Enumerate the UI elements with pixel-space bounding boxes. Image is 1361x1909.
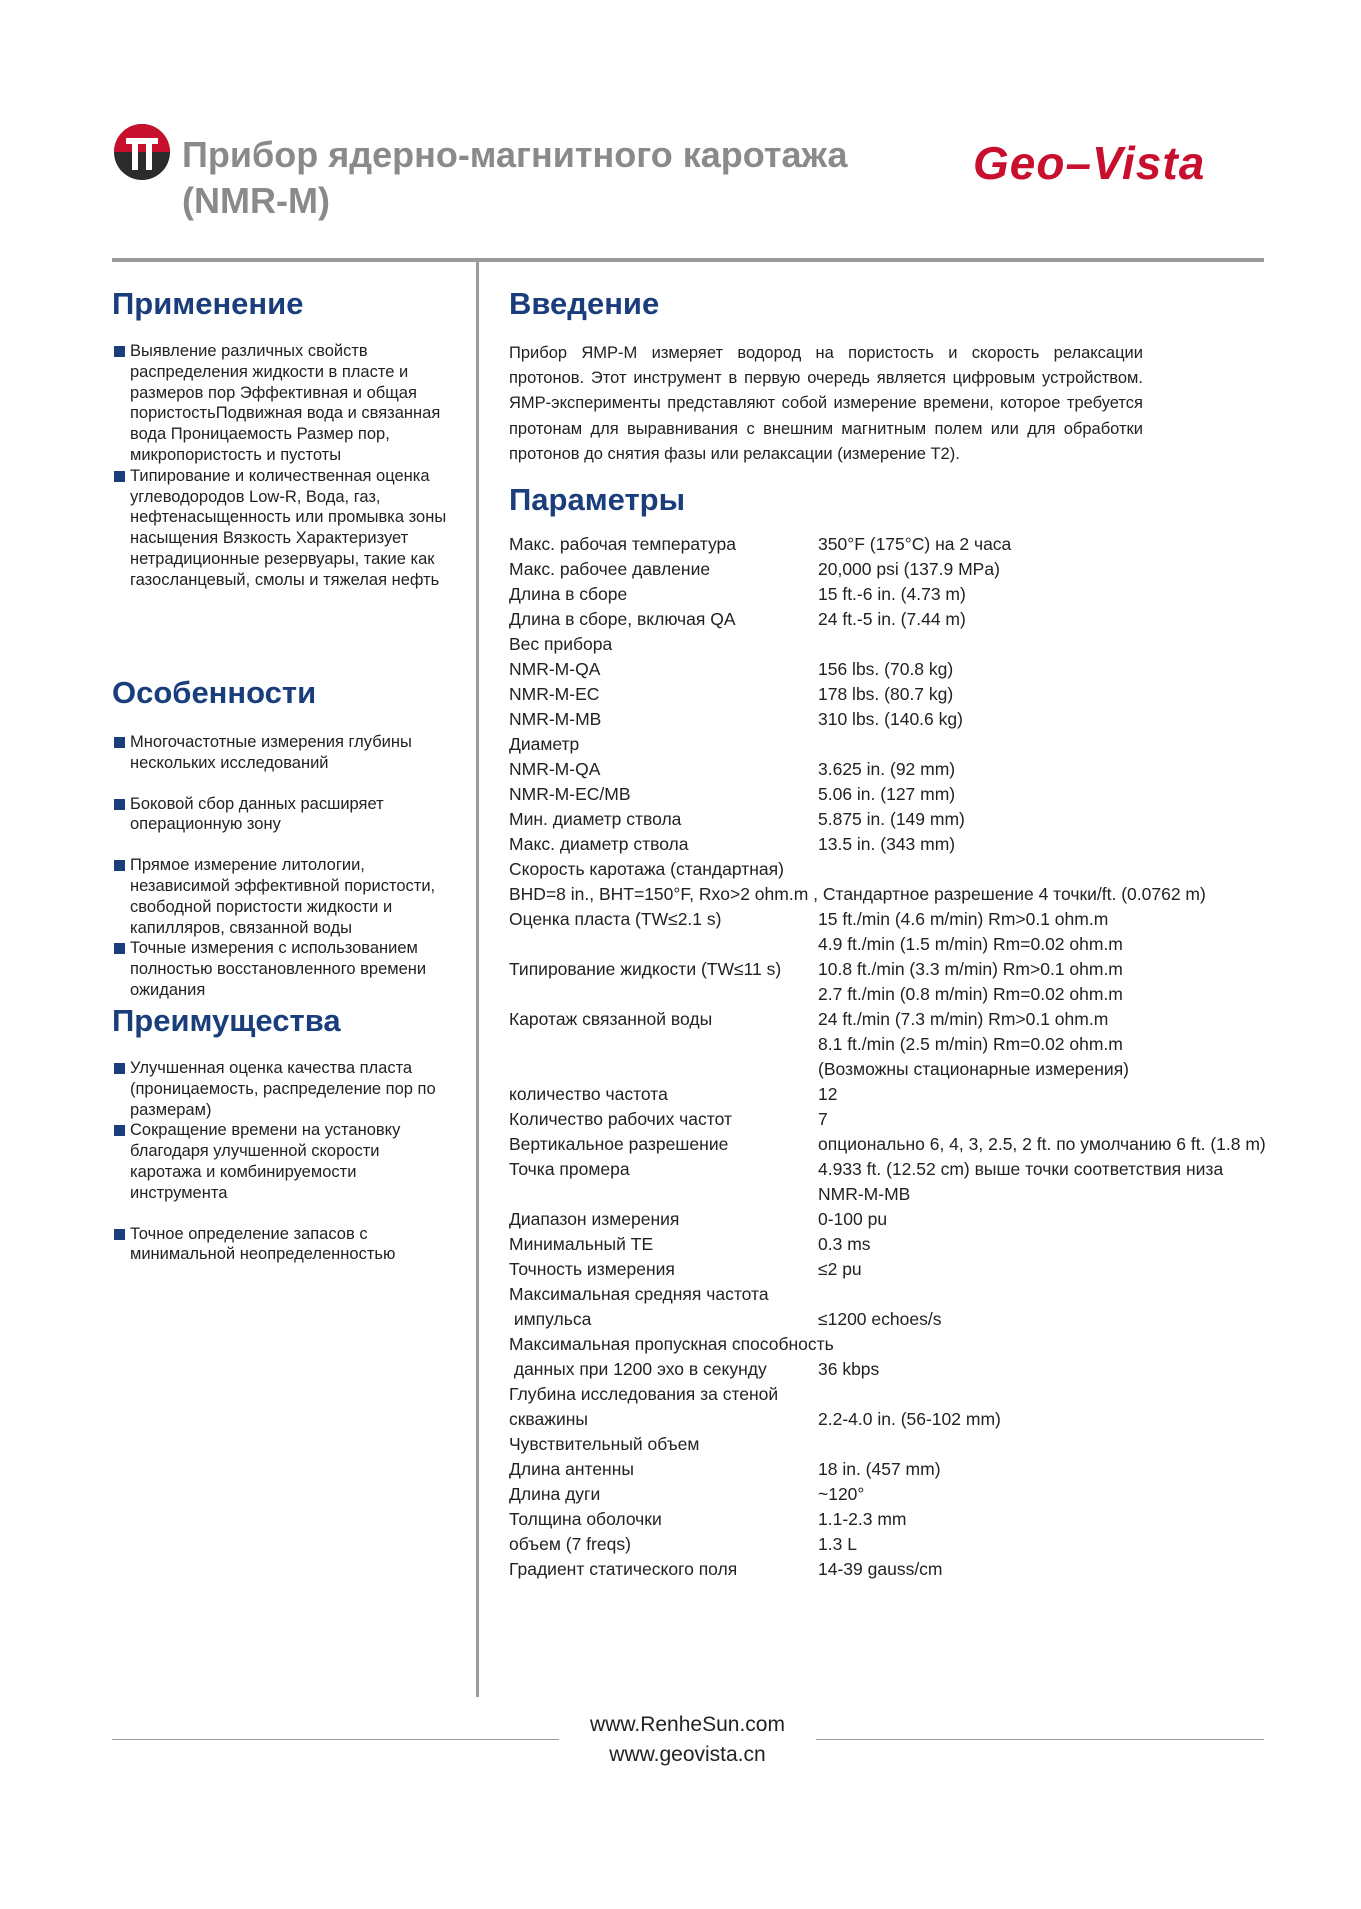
param-label: Длина антенны bbox=[509, 1459, 634, 1479]
param-label bbox=[509, 1182, 818, 1207]
param-label bbox=[509, 1032, 818, 1057]
title-line-1: Прибор ядерно-магнитного каротажа bbox=[182, 134, 848, 175]
param-label: NMR-M-QA bbox=[509, 759, 601, 779]
param-label: Глубина исследования за стеной bbox=[509, 1384, 779, 1404]
param-value bbox=[818, 857, 1266, 882]
param-value: 12 bbox=[818, 1084, 838, 1104]
param-value: 350°F (175°C) на 2 часа bbox=[818, 534, 1012, 554]
list-item: Улучшенная оценка качества пласта (проницаемость, распределение пор по размерам) bbox=[112, 1058, 452, 1120]
param-label: NMR-M-EC/MB bbox=[509, 784, 631, 804]
param-label: NMR-M-EC bbox=[509, 684, 600, 704]
param-value: 5.06 in. (127 mm) bbox=[818, 784, 956, 804]
intro-paragraph: Прибор ЯМР-М измеряет водород на пористость и скорость релаксации протонов. Этот инструмент в первую очередь является цифровым устройством. ЯМР-эксперименты представляют собой измерение времени, которое требуется протонам для выравнивания с внешним магнитным полем или для обработки протонов до снятия фазы или релаксации (измерение T2). bbox=[509, 344, 1143, 463]
param-row bbox=[509, 1157, 1266, 1182]
param-row bbox=[509, 1307, 1266, 1332]
param-row bbox=[509, 1057, 1266, 1082]
param-row bbox=[509, 1357, 1266, 1382]
param-value: 3.625 in. (92 mm) bbox=[818, 759, 956, 779]
param-label: Диапазон измерения bbox=[509, 1209, 680, 1229]
param-value: 7 bbox=[818, 1109, 828, 1129]
param-value: 18 in. (457 mm) bbox=[818, 1459, 941, 1479]
param-row bbox=[509, 1257, 1266, 1282]
param-row bbox=[509, 557, 1266, 582]
param-row bbox=[509, 1432, 1266, 1457]
param-row bbox=[509, 1482, 1266, 1507]
intro-heading: Введение bbox=[509, 286, 660, 321]
param-label: Диаметр bbox=[509, 734, 580, 754]
title-line-2: (NMR-M) bbox=[182, 180, 330, 221]
param-value: 4.9 ft./min (1.5 m/min) Rm=0.02 ohm.m bbox=[818, 934, 1123, 954]
param-value bbox=[818, 732, 1266, 757]
params-heading: Параметры bbox=[509, 482, 686, 517]
param-label bbox=[509, 932, 818, 957]
footer-divider-left bbox=[112, 1739, 559, 1740]
param-row bbox=[509, 782, 1266, 807]
param-value: 178 lbs. (80.7 kg) bbox=[818, 684, 954, 704]
param-value: 15 ft./min (4.6 m/min) Rm>0.1 ohm.m bbox=[818, 909, 1109, 929]
param-row bbox=[509, 1282, 1266, 1307]
param-value: 0.3 ms bbox=[818, 1234, 871, 1254]
param-label: данных при 1200 эхо в секунду bbox=[509, 1359, 767, 1379]
features-list bbox=[112, 732, 452, 1001]
application-list bbox=[112, 341, 452, 591]
param-row bbox=[509, 582, 1266, 607]
param-value: 5.875 in. (149 mm) bbox=[818, 809, 965, 829]
param-value: опционально 6, 4, 3, 2.5, 2 ft. по умолчанию 6 ft. (1.8 m) bbox=[818, 1134, 1266, 1154]
param-row bbox=[509, 907, 1266, 932]
param-value: 2.2-4.0 in. (56-102 mm) bbox=[818, 1409, 1001, 1429]
list-item: Выявление различных свойств распределения жидкости в пласте и размеров пор Эффективная и общая пористостьПодвижная вода и связанная вода Проницаемость Размер пор, микропористость и пустоты bbox=[112, 341, 452, 466]
features-heading: Особенности bbox=[112, 675, 317, 710]
params-table bbox=[509, 532, 1266, 1582]
param-label: Точка промера bbox=[509, 1159, 630, 1179]
header-divider bbox=[112, 258, 1264, 262]
company-logo-icon bbox=[112, 122, 172, 182]
param-row bbox=[509, 1382, 1266, 1407]
param-label: скважины bbox=[509, 1409, 588, 1429]
application-heading: Применение bbox=[112, 286, 304, 321]
param-value: 310 lbs. (140.6 kg) bbox=[818, 709, 963, 729]
param-value: ~120° bbox=[818, 1484, 865, 1504]
param-row bbox=[509, 832, 1266, 857]
param-row bbox=[509, 857, 1266, 882]
list-item: Точное определение запасов с минимальной неопределенностью bbox=[112, 1224, 452, 1266]
list-item: Типирование и количественная оценка углеводородов Low-R, Вода, газ, нефтенасыщенность или промывка зоны насыщения Вязкость Характеризует нетрадиционные резервуары, такие как газосланцевый, смолы и тяжелая нефть bbox=[112, 466, 452, 591]
param-label: Каротаж связанной воды bbox=[509, 1009, 713, 1029]
param-value: 156 lbs. (70.8 kg) bbox=[818, 659, 954, 679]
param-label: Макс. рабочая температура bbox=[509, 534, 736, 554]
param-label: Длина в сборе, включая QA bbox=[509, 609, 736, 629]
param-row bbox=[509, 1507, 1266, 1532]
param-value: 15 ft.-6 in. (4.73 m) bbox=[818, 584, 966, 604]
param-row bbox=[509, 1007, 1266, 1032]
param-row bbox=[509, 1207, 1266, 1232]
param-row bbox=[509, 1457, 1266, 1482]
param-value: 10.8 ft./min (3.3 m/min) Rm>0.1 ohm.m bbox=[818, 959, 1123, 979]
param-label: Мин. диаметр ствола bbox=[509, 809, 682, 829]
param-row bbox=[509, 1082, 1266, 1107]
param-label: Градиент статического поля bbox=[509, 1559, 738, 1579]
page-title bbox=[182, 132, 848, 224]
param-row bbox=[509, 1132, 1266, 1157]
param-value: 0-100 pu bbox=[818, 1209, 888, 1229]
param-label bbox=[509, 982, 818, 1007]
param-value: 2.7 ft./min (0.8 m/min) Rm=0.02 ohm.m bbox=[818, 984, 1123, 1004]
param-value: 13.5 in. (343 mm) bbox=[818, 834, 956, 854]
param-label: Точность измерения bbox=[509, 1259, 675, 1279]
param-label: NMR-M-QA bbox=[509, 659, 601, 679]
param-label: объем (7 freqs) bbox=[509, 1534, 631, 1554]
list-item: Боковой сбор данных расширяет операционную зону bbox=[112, 794, 452, 836]
list-item: Многочастотные измерения глубины нескольких исследований bbox=[112, 732, 452, 774]
list-item: Точные измерения с использованием полностью восстановленного времени ожидания bbox=[112, 938, 452, 1000]
footer-divider-right bbox=[816, 1739, 1264, 1740]
param-row: BHD=8 in., BHT=150°F, Rxo>2 ohm.m , Стандартное разрешение 4 точки/ft. (0.0762 m) bbox=[509, 884, 1206, 904]
param-row bbox=[509, 1407, 1266, 1432]
param-label: Чувствительный объем bbox=[509, 1434, 700, 1454]
param-row bbox=[509, 657, 1266, 682]
param-row bbox=[509, 1107, 1266, 1132]
param-label: Вертикальное разрешение bbox=[509, 1134, 729, 1154]
param-label: Скорость каротажа (стандартная) bbox=[509, 859, 784, 879]
param-value: 20,000 psi (137.9 MPa) bbox=[818, 559, 1000, 579]
param-value: NMR-M-MB bbox=[818, 1184, 911, 1204]
param-row bbox=[509, 632, 1266, 657]
param-value: 24 ft.-5 in. (7.44 m) bbox=[818, 609, 966, 629]
param-label: Оценка пласта (TW≤2.1 s) bbox=[509, 909, 722, 929]
advantages-list bbox=[112, 1058, 452, 1265]
param-value: ≤1200 echoes/s bbox=[818, 1309, 942, 1329]
param-value: 14-39 gauss/cm bbox=[818, 1559, 943, 1579]
param-label: Длина дуги bbox=[509, 1484, 601, 1504]
param-row: Максимальная пропускная способность bbox=[509, 1334, 834, 1354]
param-row bbox=[509, 607, 1266, 632]
param-row bbox=[509, 932, 1266, 957]
param-label: Максимальная средняя частота bbox=[509, 1284, 769, 1304]
param-label: Количество рабочих частот bbox=[509, 1109, 732, 1129]
param-row bbox=[509, 1532, 1266, 1557]
column-divider bbox=[476, 262, 479, 1697]
param-label: Макс. диаметр ствола bbox=[509, 834, 689, 854]
param-label: NMR-M-MB bbox=[509, 709, 602, 729]
param-label: Типирование жидкости (TW≤11 s) bbox=[509, 959, 782, 979]
param-value: ≤2 pu bbox=[818, 1259, 862, 1279]
advantages-heading: Преимущества bbox=[112, 1003, 341, 1038]
footer-link-geovista[interactable]: www.geovista.cn bbox=[609, 1743, 766, 1766]
param-row bbox=[509, 707, 1266, 732]
param-row bbox=[509, 957, 1266, 982]
param-value: 1.3 L bbox=[818, 1534, 857, 1554]
param-row bbox=[509, 682, 1266, 707]
param-label: Вес прибора bbox=[509, 634, 613, 654]
footer-link-renhesun[interactable]: www.RenheSun.com bbox=[590, 1713, 785, 1736]
param-row bbox=[509, 807, 1266, 832]
param-row bbox=[509, 732, 1266, 757]
param-row bbox=[509, 1182, 1266, 1207]
param-label: Длина в сборе bbox=[509, 584, 628, 604]
param-row bbox=[509, 982, 1266, 1007]
param-row bbox=[509, 532, 1266, 557]
param-value: 8.1 ft./min (2.5 m/min) Rm=0.02 ohm.m bbox=[818, 1034, 1123, 1054]
param-label: Макс. рабочее давление bbox=[509, 559, 711, 579]
footer bbox=[560, 1710, 815, 1770]
param-value bbox=[818, 1382, 1266, 1407]
param-row bbox=[509, 757, 1266, 782]
param-value: 36 kbps bbox=[818, 1359, 880, 1379]
param-row bbox=[509, 1557, 1266, 1582]
param-label: Толщина оболочки bbox=[509, 1509, 662, 1529]
param-value: 4.933 ft. (12.52 cm) выше точки соответствия низа bbox=[818, 1159, 1224, 1179]
param-label: импульса bbox=[509, 1309, 592, 1329]
list-item: Прямое измерение литологии, независимой эффективной пористости, свободной пористости жидкости и капилляров, связанной воды bbox=[112, 855, 452, 938]
param-value bbox=[818, 1432, 1266, 1457]
param-label bbox=[509, 1057, 818, 1082]
param-label: количество частота bbox=[509, 1084, 668, 1104]
brand-logo: Geo–Vista bbox=[973, 137, 1206, 189]
param-value: (Возможны стационарные измерения) bbox=[818, 1059, 1130, 1079]
param-value: 24 ft./min (7.3 m/min) Rm>0.1 ohm.m bbox=[818, 1009, 1109, 1029]
param-label: Минимальный TE bbox=[509, 1234, 654, 1254]
list-item: Сокращение времени на установку благодаря улучшенной скорости каротажа и комбинируемости инструмента bbox=[112, 1120, 452, 1203]
param-value bbox=[818, 632, 1266, 657]
param-value bbox=[818, 1282, 1266, 1307]
param-row bbox=[509, 1032, 1266, 1057]
param-value: 1.1-2.3 mm bbox=[818, 1509, 907, 1529]
param-row bbox=[509, 1232, 1266, 1257]
